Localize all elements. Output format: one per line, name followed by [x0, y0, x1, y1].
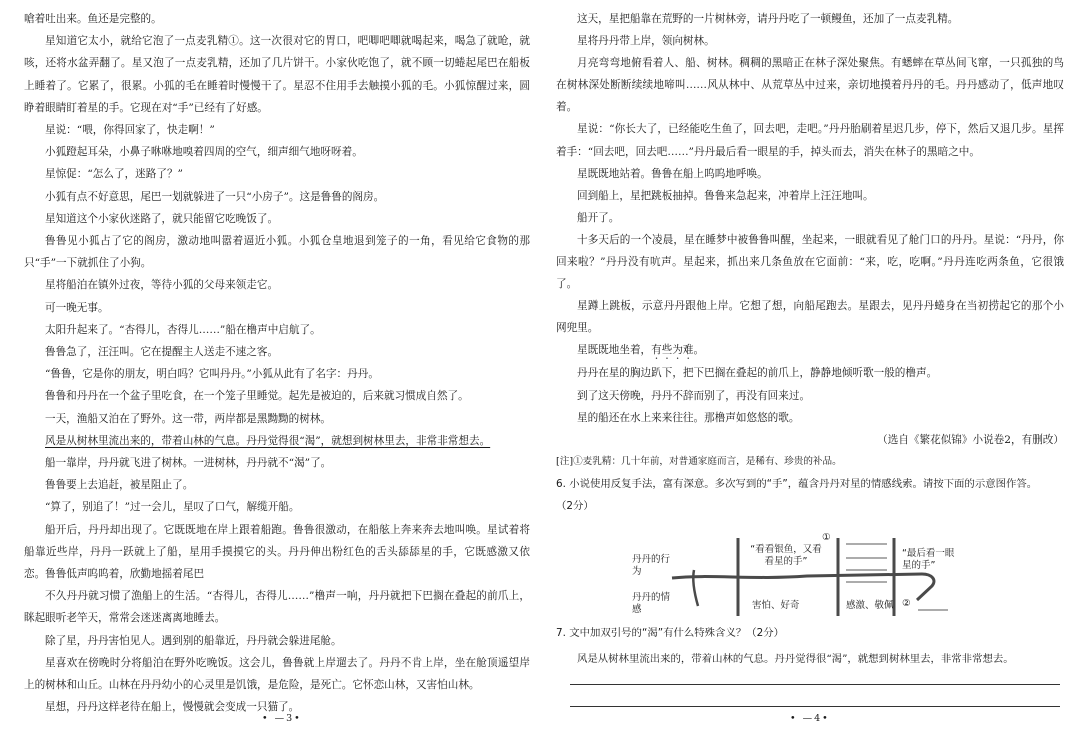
page-4-number: • —4•	[790, 713, 830, 724]
page-3-paragraph: “算了，别追了！”过一会儿，星叹了口气，解缆开船。	[45, 501, 300, 514]
row-label-behavior: 丹丹的行为	[632, 554, 671, 577]
answer-slot-1: ①	[822, 532, 831, 543]
page-4-paragraph: 星蹲上跳板，示意丹丹跟他上岸。它想了想，向船尾跑去。星跟去，见丹丹蜷身在当初捞起它的那个小网兜里。	[556, 300, 1064, 335]
page-4-paragraph: 到了这天傍晚，丹丹不辞而别了，再没有回来过。	[577, 389, 811, 402]
page-4-paragraph: 十多天后的一个凌晨，星在睡梦中被鲁鲁叫醒，坐起来，一眼就看见了舱门口的丹丹。星说：“丹丹，你回来啦？”丹丹没有吭声。星起来，抓出来几条鱼放在它面前：“来，吃，吃啊。”丹丹连吃两条鱼，它很饿了。	[556, 233, 1064, 291]
page-3-paragraph: 鲁鲁急了，汪汪叫。它在提醒主人送走不速之客。	[45, 346, 279, 359]
quote-box-1: “看看银鱼，又看看星的手”	[750, 544, 822, 567]
page-3-paragraph: 鲁鲁见小狐占了它的阁房，激动地叫嚣着逼近小狐。小狐仓皇地退到笼子的一角，看见给它食物的那只“手”一下就抓住了小狗。	[24, 235, 530, 270]
page-3-number: • —3•	[262, 713, 302, 724]
hand-emotion-diagram	[632, 530, 955, 620]
page-3-paragraph: 小狐有点不好意思，尾巴一划就躲进了一只“小房子”。这是鲁鲁的阁房。	[45, 190, 385, 203]
answer-slot-2: ②	[902, 598, 911, 609]
page-4-paragraph: 星既既地坐着，有些为难。	[577, 344, 705, 357]
page-4-paragraph: 船开了。	[577, 211, 620, 224]
page-3-paragraph: 星想，丹丹这样老待在船上，慢慢就会变成一只猫了。	[45, 701, 300, 714]
answer-line-2[interactable]	[570, 706, 1060, 707]
page-4-paragraph: [注]①麦乳精：几十年前，对普通家庭而言，是稀有、珍贵的补品。	[556, 455, 842, 467]
page-4-paragraph: 这天，星把船靠在荒野的一片树林旁，请丹丹吃了一顿鳗鱼，还加了一点麦乳精。	[577, 13, 959, 25]
page-3-paragraph: 一天，渔船又泊在了野外。这一带，两岸都是黑黝黝的树林。	[45, 412, 332, 425]
row-label-emotion: 丹丹的情感	[632, 592, 671, 615]
page-4-paragraph: 月亮弯弯地俯看着人、船、树林。稠稠的黑暗正在林子深处聚焦。有蟋蟀在草丛间飞窜，一只孤独的鸟在树林深处断断续续地啼叫……风从林中、从荒草丛中过来，亲切地摸着丹丹的毛。丹丹感动了，低声地叹着。	[556, 57, 1064, 114]
page-3-paragraph: 可一晚无事。	[45, 301, 109, 314]
page-3-paragraph: 星将船泊在镇外过夜，等待小狐的父母来领走它。	[45, 279, 279, 292]
emotion-2: 感激、敬佩	[846, 600, 894, 611]
page-3-paragraph: 风是从树林里流出来的，带着山林的气息。丹丹觉得很“渴”，就想到树林里去，非常非常想去。	[45, 434, 491, 447]
page-4-paragraph: （选自《繁花似锦》小说卷2，有删改）	[877, 433, 1064, 446]
answer-line-1[interactable]	[570, 684, 1060, 685]
emotion-1: 害怕、好奇	[752, 600, 800, 611]
page-3-paragraph: 不久丹丹就习惯了漁船上的生活。“杏得儿，杏得儿……”橹声一响，丹丹就把下巴搁在叠起的前爪上，眯起眼听老竿天，常常会迷迷离离地睡去。	[24, 590, 530, 625]
page-4-paragraph: 6. 小说使用反复手法，富有深意。多次写到的“手”，蕴含丹丹对星的情感线索。请按下面的示意图作答。	[556, 477, 1038, 490]
page-3-paragraph: 星知道它太小，就给它泡了一点麦乳精①。这一次很对它的胃口，吧唧吧唧就喝起来，喝急了就呛，就咳，还将水盆弄翻了。星又泡了一点麦乳精，还加了几片饼干。小家伙吃饱了，就不顾一切蜷起尾巴在船板上睡着了。它累了，很累。小狐的毛在睡着时慢慢干了。星忍不住用手去触摸小狐的毛。小狐惊醒过来，圆睁着眼睛盯着星的手。它现在对“手”已经有了好感。	[24, 35, 530, 114]
question-7-quote: 风是从树林里流出来的，带着山林的气息。丹丹觉得很“渴”，就想到树林里去，非常非常想去。	[577, 653, 1014, 665]
page-3-paragraph: 星知道这个小家伙迷路了，就只能留它吃晚饭了。	[45, 212, 279, 225]
page-3-paragraph: 星惊促：“怎么了，迷路了？”	[45, 168, 183, 181]
page-3-paragraph: 鲁鲁要上去追赶，被星阻止了。	[45, 479, 194, 492]
quote-box-2: “最后看一眼星的手”	[902, 548, 955, 571]
page-3-paragraph: 小狐蹬起耳朵，小鼻子咻咻地嗅着四周的空气，细声细气地呀呀着。	[45, 146, 363, 159]
page-3-paragraph: 太阳升起来了。“杏得儿，杏得儿……”船在橹声中启航了。	[45, 323, 321, 336]
page-3-text-column	[24, 8, 530, 719]
page-4-paragraph: 星将丹丹带上岸，领向树林。	[577, 35, 715, 48]
question-7: 7. 文中加双引号的“渴”有什么特殊含义？（2分）	[556, 627, 785, 639]
page-4	[540, 0, 1080, 740]
page-3-paragraph: 船开后，丹丹却出现了。它既既地在岸上跟着船跑。鲁鲁很激动，在船舷上奔来奔去地叫唤。星试着将船靠近些岸，丹丹一跃就上了船，星用手摸摸它的头。丹丹伸出粉红色的舌头舔舔星的手，它既感激又依恋。鲁鲁低声呜呜着，欣勤地摇着尾巴	[24, 523, 530, 581]
page-4-paragraph: 星说：“你长大了，已经能吃生鱼了，回去吧，走吧。”丹丹胎刷着星迟几步，停下，然后又退几步。星挥着手：“回去吧，回去吧……”丹丹最后看一眼星的手，掉头而去，消失在林子的黑暗之中。	[556, 123, 1064, 158]
page-3-paragraph: 船一靠岸，丹丹就飞进了树林。一进树林，丹丹就不“渴”了。	[45, 457, 332, 470]
page-3-paragraph: 嗆着吐出来。鱼还是完整的。	[24, 13, 162, 25]
page-3-paragraph: 除了星，丹丹害怕见人。遇到别的船靠近，丹丹就会躲进尾舱。	[45, 634, 342, 647]
page-3-paragraph: “鲁鲁，它是你的朋友，明白吗？它叫丹丹。”小狐从此有了名字：丹丹。	[45, 368, 379, 381]
page-4-text-column	[556, 8, 1064, 517]
page-4-paragraph: （2分）	[556, 499, 594, 512]
page-4-paragraph: 回到船上，星把跳板抽掉。鲁鲁来急起来，冲着岸上汪汪地叫。	[577, 189, 874, 202]
page-4-paragraph: 星的船还在水上来来往往。那橹声如悠悠的歌。	[577, 411, 800, 424]
page-4-paragraph: 丹丹在星的胸边趴下，把下巴搁在叠起的前爪上，静静地倾听歌一般的橹声。	[577, 367, 938, 380]
page-3-paragraph: 星喜欢在傍晚时分将船泊在野外吃晚饭。这会儿，鲁鲁就上岸遛去了。丹丹不肯上岸，坐在舱顶遥望岸上的树林和山丘。山林在丹丹幼小的心灵里是饥饿，是危险，是死亡。它怀恋山林，又害怕山林。	[24, 656, 530, 692]
page-4-paragraph: 星既既地站着。鲁鲁在船上呜呜地呼唤。	[577, 167, 768, 180]
page-3-paragraph: 星说：“喂，你得回家了，快走啊！”	[45, 124, 215, 137]
page-3-paragraph: 鲁鲁和丹丹在一个盆子里吃食，在一个笼子里睡觉。起先是被迫的，后来就习惯成自然了。	[45, 390, 469, 403]
